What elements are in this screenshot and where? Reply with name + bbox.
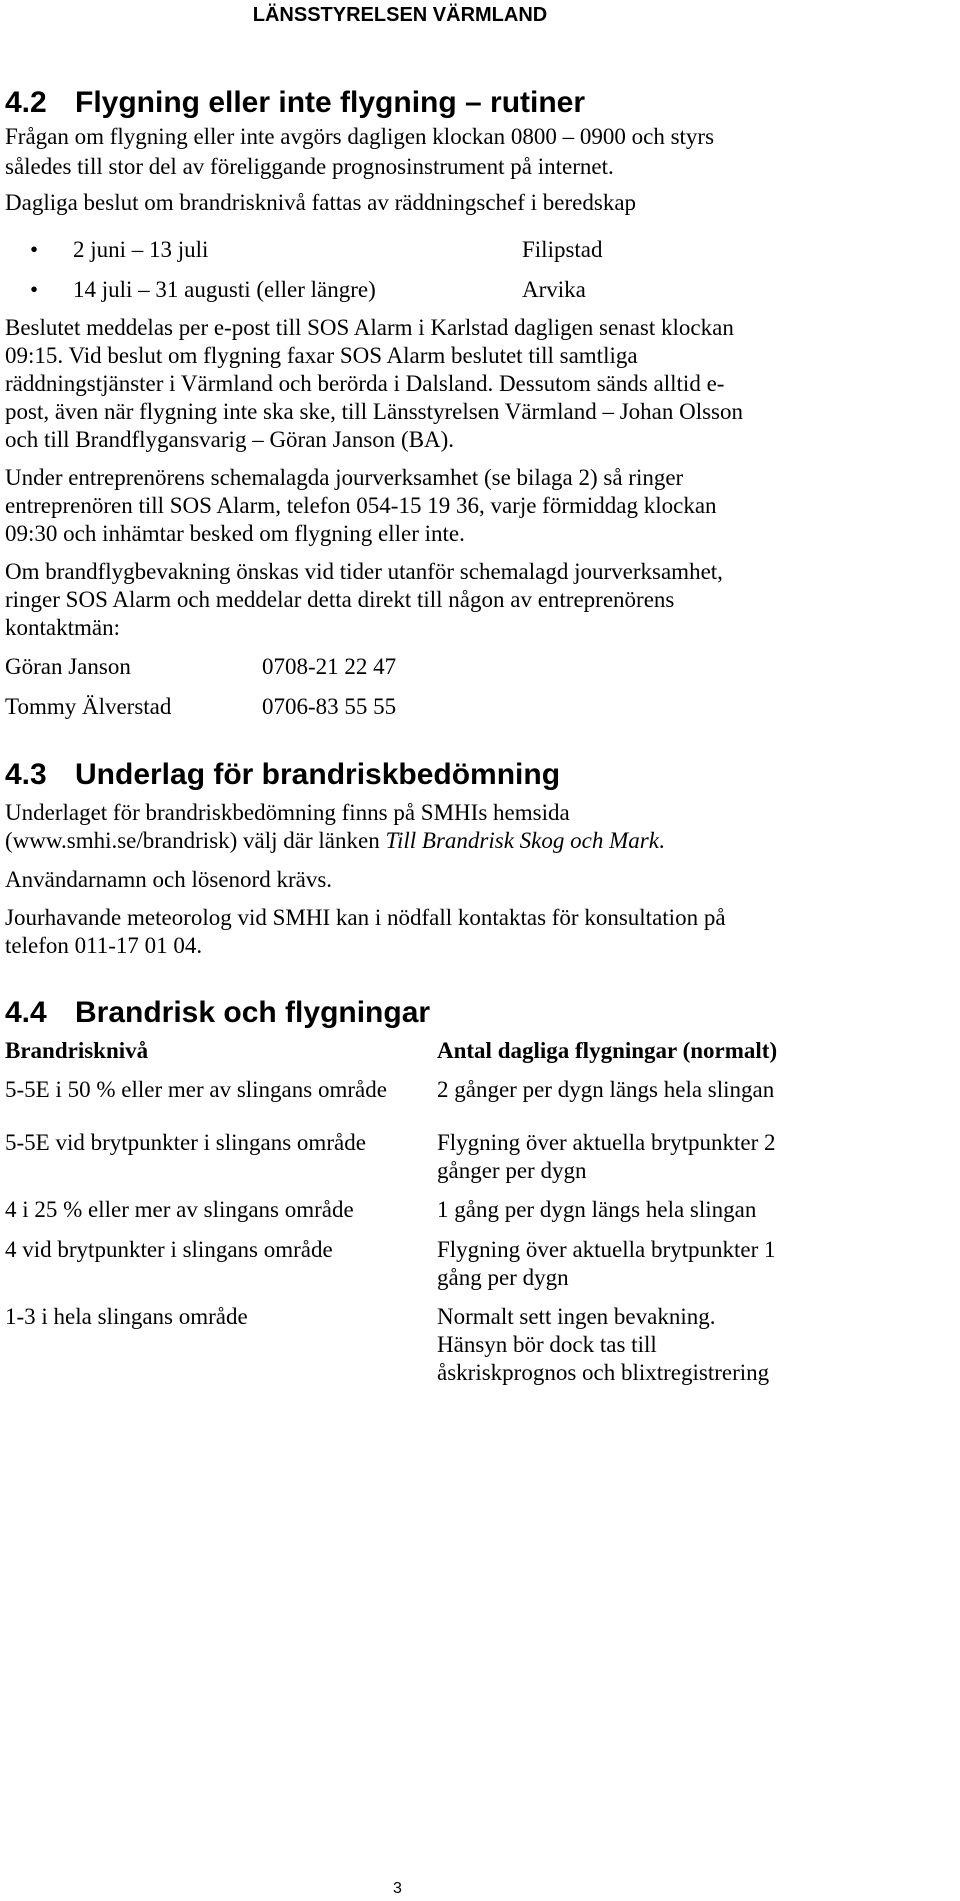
table-cell-flights: 2 gånger per dygn längs hela slingan	[437, 1077, 775, 1102]
table-cell-level: 5-5E vid brytpunkter i slingans område	[5, 1130, 366, 1155]
text-segment: (www.smhi.se/brandrisk) välj där länken	[5, 828, 386, 853]
section-number: 4.4	[5, 996, 47, 1029]
paragraph-line: Om brandflygbevakning önskas vid tider utanför schemalagd jourverksamhet,	[5, 559, 723, 584]
bullet-icon: •	[30, 277, 39, 302]
table-cell-flights: Normalt sett ingen bevakning.	[437, 1304, 716, 1329]
section-title: Brandrisk och flygningar	[75, 996, 431, 1029]
table-cell-flights: Hänsyn bör dock tas till	[437, 1332, 657, 1357]
paragraph-line: räddningstjänster i Värmland och berörda i Dalsland. Dessutom sänds alltid e-	[5, 371, 725, 396]
section-4-3-heading	[5, 758, 560, 792]
paragraph-line: Under entreprenörens schemalagda jourverksamhet (se bilaga 2) så ringer	[5, 465, 684, 490]
contact-name: Tommy Älverstad	[5, 694, 172, 719]
table-cell-flights: 1 gång per dygn längs hela slingan	[437, 1197, 757, 1222]
paragraph-line: telefon 011-17 01 04.	[5, 933, 203, 958]
paragraph-line	[5, 826, 665, 856]
section-4-4-heading	[5, 996, 430, 1030]
contact-name: Göran Janson	[5, 654, 131, 679]
document-header: LÄNSSTYRELSEN VÄRMLAND	[252, 4, 548, 26]
section-number: 4.2	[5, 86, 47, 119]
paragraph-line: 09:30 och inhämtar besked om flygning eller inte.	[5, 521, 465, 546]
text-segment: .	[658, 828, 665, 853]
page-number: 3	[393, 1880, 402, 1897]
bullet-icon: •	[30, 237, 39, 262]
paragraph-line: och till Brandflygansvarig – Göran Janson (BA).	[5, 427, 455, 452]
paragraph-line: Användarnamn och lösenord krävs.	[5, 867, 333, 892]
paragraph-line: entreprenören till SOS Alarm, telefon 054-15 19 36, varje förmiddag klockan	[5, 493, 717, 518]
paragraph-line: 09:15. Vid beslut om flygning faxar SOS Alarm beslutet till samtliga	[5, 343, 638, 368]
paragraph-line: Beslutet meddelas per e-post till SOS Alarm i Karlstad dagligen senast klockan	[5, 315, 734, 340]
smhi-link[interactable]: Till Brandrisk Skog och Mark	[385, 828, 659, 853]
paragraph-line: Jourhavande meteorolog vid SMHI kan i nödfall kontaktas för konsultation på	[5, 905, 726, 930]
table-cell-level: 5-5E i 50 % eller mer av slingans område	[5, 1077, 387, 1102]
table-cell-level: 1-3 i hela slingans område	[5, 1304, 248, 1329]
contact-phone: 0706-83 55 55	[262, 694, 397, 719]
paragraph-line: post, även när flygning inte ska ske, till Länsstyrelsen Värmland – Johan Olsson	[5, 399, 744, 424]
schedule-period: 2 juni – 13 juli	[73, 237, 209, 262]
table-cell-level: 4 vid brytpunkter i slingans område	[5, 1237, 333, 1262]
paragraph-line: kontaktmän:	[5, 615, 120, 640]
section-4-2-heading	[5, 86, 585, 120]
table-cell-flights: Flygning över aktuella brytpunkter 1	[437, 1237, 776, 1262]
table-header-flights: Antal dagliga flygningar (normalt)	[437, 1038, 778, 1063]
paragraph-line: Dagliga beslut om brandrisknivå fattas av räddningschef i beredskap	[5, 190, 637, 215]
table-cell-level: 4 i 25 % eller mer av slingans område	[5, 1197, 354, 1222]
schedule-place: Filipstad	[522, 237, 603, 262]
section-title: Underlag för brandriskbedömning	[75, 758, 561, 791]
table-cell-flights: Flygning över aktuella brytpunkter 2	[437, 1130, 776, 1155]
table-cell-flights: gånger per dygn	[437, 1158, 587, 1183]
paragraph-line: ringer SOS Alarm och meddelar detta direkt till någon av entreprenörens	[5, 587, 675, 612]
contact-phone: 0708-21 22 47	[262, 654, 397, 679]
table-header-level: Brandrisknivå	[5, 1038, 149, 1063]
table-cell-flights: åskriskprognos och blixtregistrering	[437, 1360, 770, 1385]
paragraph-line: Underlaget för brandriskbedömning finns på SMHIs hemsida	[5, 800, 570, 825]
section-title: Flygning eller inte flygning – rutiner	[75, 86, 586, 119]
table-cell-flights: gång per dygn	[437, 1265, 569, 1290]
paragraph-line: Frågan om flygning eller inte avgörs dagligen klockan 0800 – 0900 och styrs	[5, 124, 715, 149]
section-number: 4.3	[5, 758, 47, 791]
schedule-period: 14 juli – 31 augusti (eller längre)	[73, 277, 376, 302]
schedule-place: Arvika	[522, 277, 586, 302]
paragraph-line: således till stor del av föreliggande prognosinstrument på internet.	[5, 154, 614, 179]
